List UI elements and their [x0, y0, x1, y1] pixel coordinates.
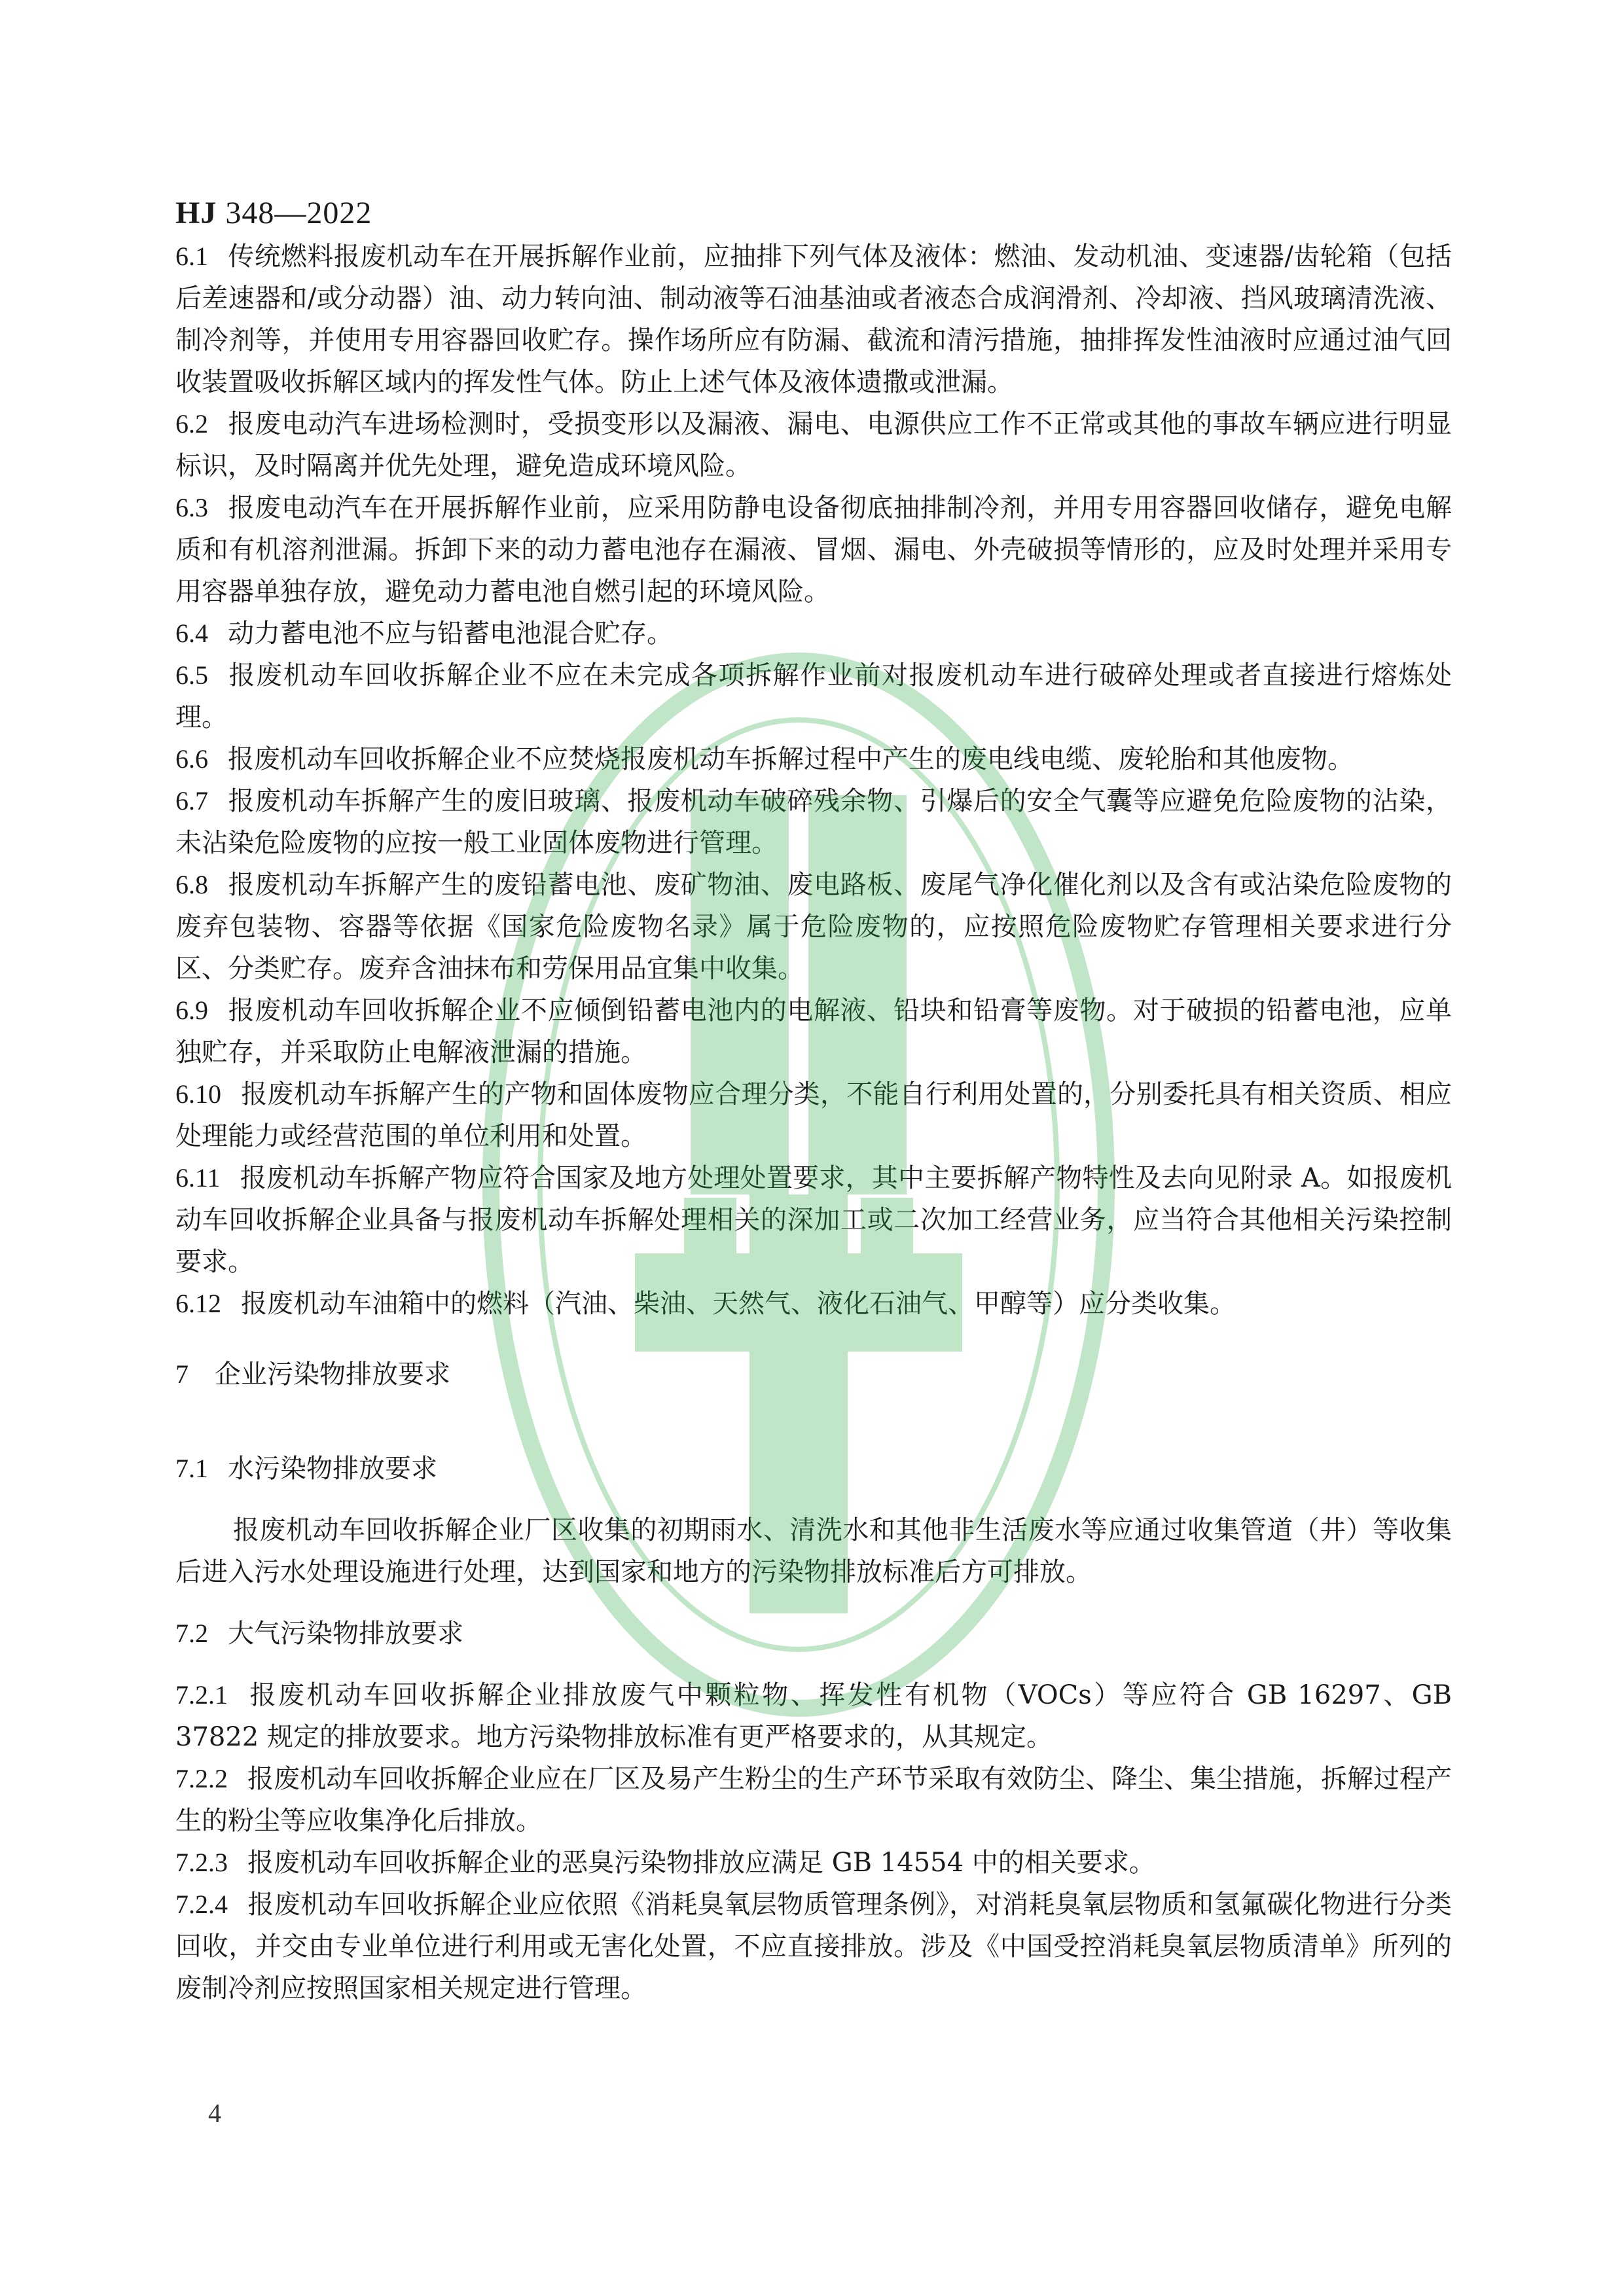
clause-text: 报废机动车拆解产生的废铅蓄电池、废矿物油、废电路板、废尾气净化催化剂以及含有或沾染危险废物的废弃包装物、容器等依据《国家危险废物名录》属于危险废物的，应按照危险废物贮存管理相关要求进行分区、分类贮存。废弃含油抹布和劳保用品宜集中收集。 [175, 870, 1452, 984]
clause [175, 403, 1452, 487]
subsection-heading [175, 1613, 1452, 1655]
subsection-title: 大气污染物排放要求 [228, 1619, 463, 1649]
clause-text: 报废机动车拆解产生的废旧玻璃、报废机动车破碎残余物、引爆后的安全气囊等应避免危险废物的沾染，未沾染危险废物的应按一般工业固体废物进行管理。 [175, 786, 1452, 858]
subsection-title: 水污染物排放要求 [228, 1454, 437, 1484]
clause-text: 报废机动车回收拆解企业排放废气中颗粒物、挥发性有机物（VOCs）等应符合 GB 16297、GB 37822 规定的排放要求。地方污染物排放标准有更严格要求的，从其规定。 [175, 1680, 1452, 1752]
clause [175, 487, 1452, 613]
standard-code: HJ [175, 196, 217, 230]
clause-text: 报废机动车回收拆解企业不应倾倒铅蓄电池内的电解液、铅块和铅膏等废物。对于破损的铅蓄电池，应单独贮存，并采取防止电解液泄漏的措施。 [175, 996, 1452, 1067]
clause-number: 6.5 [175, 660, 208, 690]
standard-header [175, 194, 372, 233]
clause-text: 报废机动车油箱中的燃料（汽油、柴油、天然气、液化石油气、甲醇等）应分类收集。 [241, 1289, 1236, 1319]
subsection-heading [175, 1448, 1452, 1490]
document-body [175, 236, 1452, 2009]
section-heading [175, 1354, 1452, 1395]
clause [175, 613, 1452, 655]
clause [175, 1073, 1452, 1157]
clause [175, 1758, 1452, 1842]
clause [175, 1157, 1452, 1283]
section-number: 7 [175, 1359, 189, 1389]
clause [175, 738, 1452, 780]
clause-text: 报废电动汽车进场检测时，受损变形以及漏液、漏电、电源供应工作不正常或其他的事故车辆应进行明显标识，及时隔离并优先处理，避免造成环境风险。 [175, 409, 1452, 481]
clause [175, 864, 1452, 990]
clause-number: 6.6 [175, 744, 208, 774]
clause [175, 655, 1452, 738]
clause-number: 6.12 [175, 1289, 221, 1318]
section-6-clauses [175, 236, 1452, 1325]
section-7-2-clauses [175, 1674, 1452, 2009]
section-title: 企业污染物排放要求 [215, 1359, 450, 1390]
clause-number: 6.10 [175, 1079, 221, 1109]
clause [175, 1283, 1452, 1325]
clause [175, 780, 1452, 864]
clause [175, 1674, 1452, 1758]
clause-number: 6.1 [175, 242, 208, 271]
clause-text: 动力蓄电池不应与铅蓄电池混合贮存。 [228, 619, 673, 649]
clause-text: 报废机动车回收拆解企业应在厂区及易产生粉尘的生产环节采取有效防尘、降尘、集尘措施，拆解过程产生的粉尘等应收集净化后排放。 [175, 1764, 1452, 1836]
clause [175, 236, 1452, 403]
clause-text: 报废机动车回收拆解企业的恶臭污染物排放应满足 GB 14554 中的相关要求。 [247, 1848, 1155, 1878]
clause-number: 6.11 [175, 1163, 221, 1193]
clause-number: 7.2.4 [175, 1890, 228, 1919]
clause-text: 传统燃料报废机动车在开展拆解作业前，应抽排下列气体及液体：燃油、发动机油、变速器/齿轮箱（包括后差速器和/或分动器）油、动力转向油、制动液等石油基油或者液态合成润滑剂、冷却液、挡风玻璃清洗液、制冷剂等，并使用专用容器回收贮存。操作场所应有防漏、截流和清污措施，抽排挥发性油液时应通过油气回收装置吸收拆解区域内的挥发性气体。防止上述气体及液体遗撒或泄漏。 [175, 242, 1452, 397]
clause [175, 1842, 1452, 1884]
clause-text: 报废机动车回收拆解企业应依照《消耗臭氧层物质管理条例》，对消耗臭氧层物质和氢氟碳化物进行分类回收，并交由专业单位进行利用或无害化处置，不应直接排放。涉及《中国受控消耗臭氧层物质清单》所列的废制冷剂应按照国家相关规定进行管理。 [175, 1890, 1452, 2003]
subsection-number: 7.2 [175, 1619, 208, 1648]
clause-text: 报废机动车拆解产物应符合国家及地方处理处置要求，其中主要拆解产物特性及去向见附录 A。如报废机动车回收拆解企业具备与报废机动车拆解处理相关的深加工或二次加工经营业务，应当符合其他相关污染控制要求。 [175, 1163, 1452, 1277]
clause-number: 6.3 [175, 493, 208, 522]
clause-number: 6.4 [175, 619, 208, 648]
paragraph: 报废机动车回收拆解企业厂区收集的初期雨水、清洗水和其他非生活废水等应通过收集管道（井）等收集后进入污水处理设施进行处理，达到国家和地方的污染物排放标准后方可排放。 [175, 1515, 1452, 1587]
page-number: 4 [208, 2098, 221, 2128]
clause-number: 6.7 [175, 786, 208, 816]
clause-text: 报废机动车回收拆解企业不应焚烧报废机动车拆解过程中产生的废电线电缆、废轮胎和其他废物。 [228, 744, 1354, 774]
clause [175, 1884, 1452, 2009]
clause-number: 6.8 [175, 870, 208, 899]
clause [175, 990, 1452, 1073]
clause-number: 7.2.1 [175, 1680, 228, 1710]
standard-number: 348—2022 [225, 196, 372, 230]
clause-text: 报废机动车拆解产生的产物和固体废物应合理分类，不能自行利用处置的，分别委托具有相关资质、相应处理能力或经营范围的单位利用和处置。 [175, 1079, 1452, 1151]
clause-number: 6.2 [175, 409, 208, 439]
clause-number: 7.2.3 [175, 1848, 228, 1877]
subsection-number: 7.1 [175, 1454, 208, 1483]
clause-number: 6.9 [175, 996, 208, 1025]
clause-text: 报废电动汽车在开展拆解作业前，应采用防静电设备彻底抽排制冷剂，并用专用容器回收储存，避免电解质和有机溶剂泄漏。拆卸下来的动力蓄电池存在漏液、冒烟、漏电、外壳破损等情形的，应及时处理并采用专用容器单独存放，避免动力蓄电池自燃引起的环境风险。 [175, 493, 1452, 607]
clause-text: 报废机动车回收拆解企业不应在未完成各项拆解作业前对报废机动车进行破碎处理或者直接进行熔炼处理。 [175, 660, 1452, 732]
clause-number: 7.2.2 [175, 1764, 228, 1793]
